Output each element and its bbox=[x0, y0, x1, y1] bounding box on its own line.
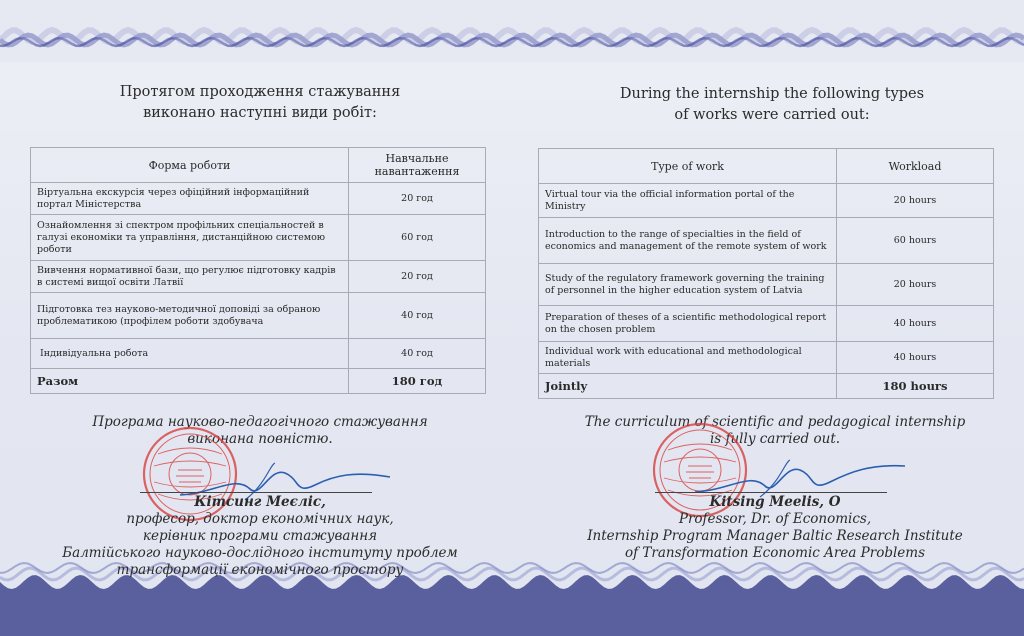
left-works-table bbox=[30, 147, 486, 394]
work-cell: Introduction to the range of specialties in the field of economics and management of the remote system of work bbox=[539, 218, 837, 264]
load-cell: 20 год bbox=[349, 261, 486, 293]
signer-title-line: Internship Program Manager Baltic Research Institute bbox=[587, 528, 963, 544]
right-header-work: Type of work bbox=[539, 149, 837, 184]
load-cell: 40 hours bbox=[837, 342, 994, 374]
left-completion-note bbox=[40, 414, 480, 448]
left-header-load: Навчальне навантаження bbox=[349, 148, 486, 183]
signer-title-line: of Transformation Economic Area Problems bbox=[624, 545, 926, 561]
left-header-work: Форма роботи bbox=[31, 148, 349, 183]
table-row bbox=[31, 183, 486, 215]
work-cell: Individual work with educational and methodological materials bbox=[539, 342, 837, 374]
left-heading-line: Протягом проходження стажування bbox=[119, 84, 401, 100]
total-label: Jointly bbox=[539, 374, 837, 399]
top-wave-border bbox=[0, 0, 1024, 62]
load-cell: 60 hours bbox=[837, 218, 994, 264]
table-row bbox=[31, 339, 486, 369]
left-completion-line: Програма науково-педагогічного стажування bbox=[92, 414, 428, 430]
load-cell: 60 год bbox=[349, 215, 486, 261]
work-cell: Virtual tour via the official information portal of the Ministry bbox=[539, 184, 837, 218]
right-completion-line: The curriculum of scientific and pedagogical internship bbox=[584, 414, 966, 430]
work-cell: Ознайомлення зі спектром профільних спеціальностей в галузі економіки та управління, дистанційною системою роботи bbox=[31, 215, 349, 261]
signer-title-line: Балтійського науково-дослідного інституту проблем bbox=[62, 545, 458, 561]
work-cell: Study of the regulatory framework governing the training of personnel in the higher education system of Latvia bbox=[539, 264, 837, 306]
work-cell: Віртуальна екскурсія через офіційний інформаційний портал Міністерства bbox=[31, 183, 349, 215]
right-heading-line: During the internship the following types bbox=[619, 86, 925, 102]
left-signer-block bbox=[30, 494, 490, 579]
left-completion-line: виконана повністю. bbox=[187, 431, 333, 447]
total-row bbox=[539, 374, 994, 399]
work-cell: Preparation of theses of a scientific methodological report on the chosen problem bbox=[539, 306, 837, 342]
load-cell: 20 hours bbox=[837, 264, 994, 306]
right-completion-note bbox=[540, 414, 1010, 448]
signer-name: Кітсинг Меєліс, bbox=[194, 494, 326, 510]
table-row bbox=[539, 218, 994, 264]
signer-title-line: трансформації економічного простору bbox=[116, 562, 404, 578]
load-cell: 40 год bbox=[349, 339, 486, 369]
work-cell: Індивідуальна робота bbox=[31, 339, 349, 369]
table-row bbox=[31, 261, 486, 293]
table-row bbox=[539, 184, 994, 218]
total-value: 180 hours bbox=[837, 374, 994, 399]
right-header-load: Workload bbox=[837, 149, 994, 184]
signature-line bbox=[655, 492, 887, 493]
total-label: Разом bbox=[31, 369, 349, 394]
table-row bbox=[539, 342, 994, 374]
load-cell: 40 год bbox=[349, 293, 486, 339]
right-signer-block bbox=[540, 494, 1010, 562]
table-row bbox=[31, 215, 486, 261]
signature-line bbox=[140, 492, 372, 493]
signer-name: Kitsing Meelis, O bbox=[709, 494, 841, 510]
right-completion-line: is fully carried out. bbox=[709, 431, 841, 447]
left-heading-line: виконано наступні види робіт: bbox=[143, 105, 377, 121]
right-heading bbox=[572, 84, 972, 126]
work-cell: Вивчення нормативної бази, що регулює підготовку кадрів в системі вищої освіти Латвії bbox=[31, 261, 349, 293]
work-cell: Підготовка тез науково-методичної доповіді за обраною проблематикою (профілем роботи здобувача bbox=[31, 293, 349, 339]
signer-title-line: Professor, Dr. of Economics, bbox=[678, 511, 872, 527]
table-row bbox=[539, 306, 994, 342]
signer-title-line: керівник програми стажування bbox=[142, 528, 378, 544]
right-heading-line: of works were carried out: bbox=[674, 107, 870, 123]
load-cell: 40 hours bbox=[837, 306, 994, 342]
load-cell: 20 год bbox=[349, 183, 486, 215]
total-value: 180 год bbox=[349, 369, 486, 394]
signer-title-line: професор, доктор економічних наук, bbox=[126, 511, 394, 527]
table-row bbox=[539, 264, 994, 306]
table-row bbox=[31, 293, 486, 339]
right-works-table bbox=[538, 148, 994, 399]
total-row bbox=[31, 369, 486, 394]
load-cell: 20 hours bbox=[837, 184, 994, 218]
left-heading bbox=[60, 82, 460, 124]
